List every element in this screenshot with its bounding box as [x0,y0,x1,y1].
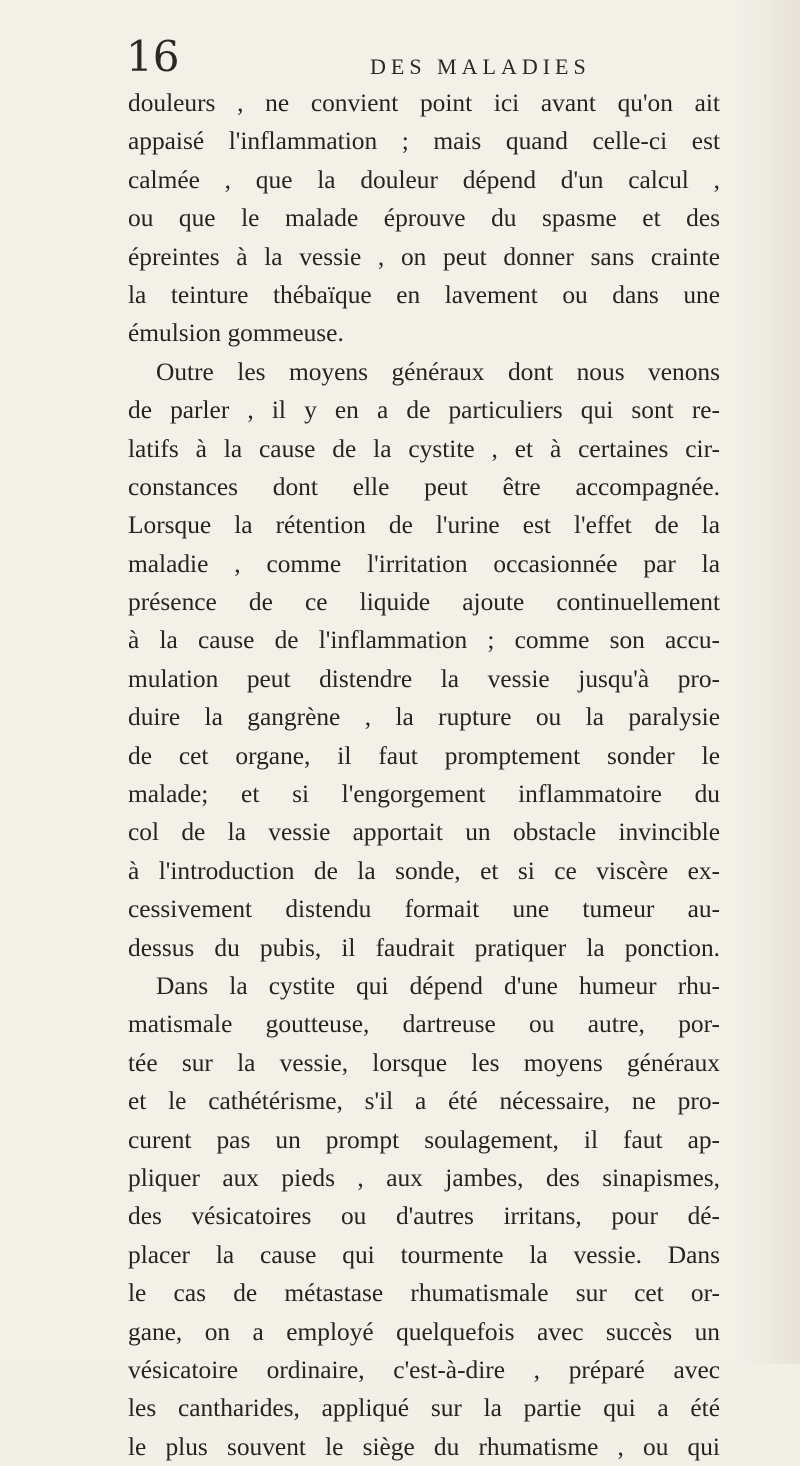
text-line: latifs à la cause de la cystite , et à certaines cir- [128,434,720,463]
text-line: pliquer aux pieds , aux jambes, des sinapismes, [128,1163,720,1192]
text-line: présence de ce liquide ajoute continuellement [128,588,720,617]
text-line: douleurs , ne convient point ici avant qu'on ait [128,89,720,117]
paragraph-particular-means [128,353,720,967]
text-line: cessivement distendu formait une tumeur au- [128,895,720,924]
text-line: tée sur la vessie, lorsque les moyens généraux [128,1048,720,1077]
text-line: curent pas un prompt soulagement, il faut ap- [128,1125,720,1154]
text-line: malade; et si l'engorgement inflammatoire du [128,780,720,809]
body-text [128,84,720,1466]
text-line: et le cathétérisme, s'il a été nécessaire, ne pro- [128,1087,720,1116]
text-line: de parler , il y en a de particuliers qui sont re- [128,396,720,425]
text-line: dessus du pubis, il faudrait pratiquer la ponction. [128,933,720,962]
text-line: appaisé l'inflammation ; mais quand celle-ci est [128,127,720,156]
text-line: gane, on a employé quelquefois avec succès un [128,1317,720,1346]
text-line: mulation peut distendre la vessie jusqu'à pro- [128,664,720,693]
text-line: de cet organe, il faut promptement sonder le [128,741,720,770]
text-line: émulsion gommeuse. [128,319,344,348]
paragraph-continuation [128,84,720,353]
text-line: le cas de métastase rhumatismale sur cet or- [128,1279,720,1308]
text-line: duire la gangrène , la rupture ou la paralysie [128,703,720,732]
text-line: le plus souvent le siège du rhumatisme , ou qui [128,1432,720,1461]
text-line: Dans la cystite qui dépend d'une humeur rhu- [156,971,720,1000]
text-line: vésicatoire ordinaire, c'est-à-dire , préparé avec [128,1355,720,1384]
text-line: à l'introduction de la sonde, et si ce viscère ex- [128,856,720,885]
text-line: épreintes à la vessie , on peut donner sans crainte [128,242,720,271]
text-line: col de la vessie apportait un obstacle invincible [128,818,720,847]
text-line: maladie , comme l'irritation occasionnée par la [128,549,720,578]
text-line: constances dont elle peut être accompagnée. [128,472,720,501]
text-line: la teinture thébaïque en lavement ou dans une [128,280,720,309]
text-line: calmée , que la douleur dépend d'un calcul , [128,165,720,194]
text-line: des vésicatoires ou d'autres irritans, pour dé- [128,1202,720,1231]
text-line: Lorsque la rétention de l'urine est l'effet de la [128,511,720,540]
text-line: ou que le malade éprouve du spasme et des [128,204,720,233]
text-line: placer la cause qui tourmente la vessie. Dans [128,1240,720,1269]
text-line: les cantharides, appliqué sur la partie qui a été [128,1394,720,1423]
text-line: matismale goutteuse, dartreuse ou autre, por- [128,1010,720,1039]
paragraph-cystitis-rheumatism [128,967,720,1466]
page-number: 16 [126,32,180,81]
running-head: DES MALADIES [370,54,591,79]
text-line: Outre les moyens généraux dont nous venons [156,357,720,386]
text-line: à la cause de l'inflammation ; comme son accu- [128,626,720,655]
